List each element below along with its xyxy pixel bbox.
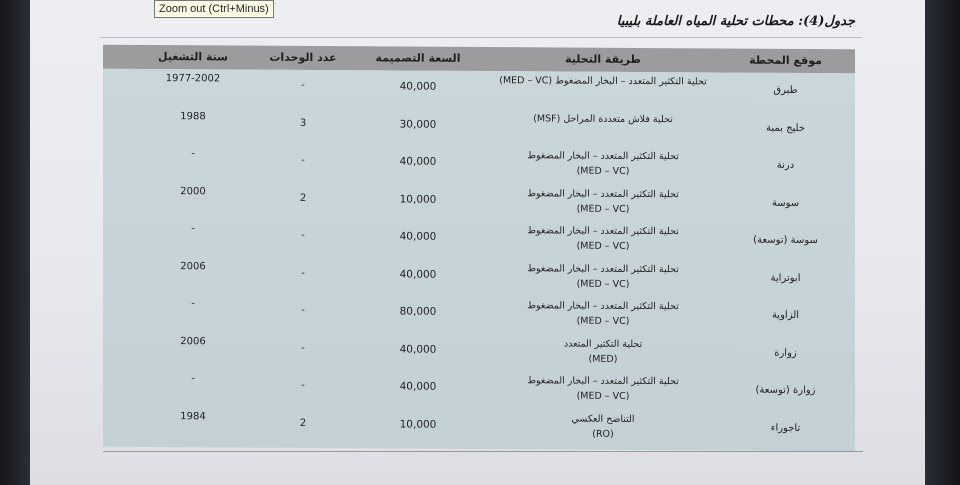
cell-year: 2006 bbox=[180, 335, 206, 347]
cell-method bbox=[483, 411, 723, 442]
desalination-stations-table bbox=[103, 45, 855, 452]
cell-method-line2: (MED – VC) bbox=[576, 315, 630, 327]
cell-location: زوارة bbox=[774, 347, 797, 359]
cell-location: تاجوراء bbox=[770, 422, 801, 434]
cell-method-line2: (MED – VC) bbox=[576, 203, 630, 215]
table-row bbox=[103, 331, 855, 373]
cell-method-line1: تحلية التكثير المتعدد – البخار المضغوط bbox=[527, 150, 679, 163]
cell-capacity: 40,000 bbox=[399, 268, 437, 281]
cell-method-line1: تحلية التكثير المتعدد – البخار المضغوط bbox=[527, 262, 679, 275]
cell-year: 1988 bbox=[180, 110, 206, 122]
cell-location: ابوتراية bbox=[770, 272, 801, 284]
cell-method-line1: التناضح العكسي bbox=[571, 413, 635, 425]
cell-year: - bbox=[191, 373, 195, 385]
cell-method-line1: تحلية التكثير المتعدد – البخار المضغوط bbox=[527, 375, 679, 388]
cell-method-line1: تحلية التكثير المتعدد – البخار المضغوط bbox=[527, 300, 679, 313]
cell-year: 1984 bbox=[180, 410, 206, 422]
table-body bbox=[103, 69, 855, 452]
cell-method-line1: تحلية التكثير المتعدد – البخار المضغوط bbox=[527, 187, 679, 200]
cell-method bbox=[483, 223, 723, 254]
cell-method-line2: (MED – VC) bbox=[576, 165, 630, 177]
cell-method bbox=[483, 186, 723, 217]
header-method: طريقة التحلية bbox=[565, 52, 641, 66]
cell-method-line2: (MED) bbox=[588, 353, 618, 365]
table-row bbox=[103, 369, 855, 411]
cell-year: - bbox=[191, 223, 195, 235]
cell-capacity: 30,000 bbox=[399, 118, 437, 131]
cell-method bbox=[483, 261, 723, 292]
cell-method bbox=[483, 373, 723, 404]
cell-method bbox=[483, 73, 723, 89]
zoom-out-tooltip: Zoom out (Ctrl+Minus) bbox=[154, 0, 274, 18]
cell-location: زوارة (توسعة) bbox=[755, 384, 816, 397]
cell-method bbox=[483, 336, 723, 367]
cell-units: - bbox=[301, 342, 305, 354]
cell-method-line1: تحلية التكثير المتعدد – البخار المضغوط (MED – VC) bbox=[499, 75, 707, 88]
cell-year: - bbox=[191, 148, 195, 160]
cell-method-line1: تحلية التكثير المتعدد – البخار المضغوط bbox=[527, 225, 679, 238]
cell-method bbox=[483, 111, 723, 127]
cell-location: سوسة bbox=[771, 197, 800, 209]
cell-units: - bbox=[301, 304, 305, 316]
cell-year: 2006 bbox=[180, 260, 206, 272]
cell-units: - bbox=[301, 229, 305, 241]
header-year: سنة التشغيل bbox=[158, 50, 228, 64]
cell-capacity: 10,000 bbox=[399, 418, 437, 431]
cell-location: طبرق bbox=[773, 84, 798, 96]
monitor-bezel-left bbox=[0, 0, 30, 485]
cell-method-line2: (RO) bbox=[592, 428, 614, 440]
table-row bbox=[103, 406, 855, 448]
cell-units: - bbox=[301, 379, 305, 391]
cell-method-line2: (MED – VC) bbox=[576, 278, 630, 290]
table-row bbox=[103, 106, 855, 148]
table-row bbox=[103, 256, 855, 298]
cell-units: 2 bbox=[299, 192, 307, 204]
table-row bbox=[103, 181, 855, 223]
table-row bbox=[103, 219, 855, 261]
cell-year: 1977-2002 bbox=[165, 73, 221, 85]
cell-year: - bbox=[191, 298, 195, 310]
cell-capacity: 40,000 bbox=[399, 230, 437, 243]
cell-year: 2000 bbox=[180, 185, 206, 197]
cell-method-line2: (MED – VC) bbox=[576, 390, 630, 402]
cell-location: درنة bbox=[776, 159, 795, 171]
cell-location: الزاوية bbox=[771, 309, 800, 321]
header-capacity: السعة التصميمة bbox=[375, 51, 461, 65]
monitor-bezel-right bbox=[925, 0, 960, 485]
cell-units: - bbox=[301, 79, 305, 91]
cell-location: سوسة (توسعة) bbox=[753, 234, 818, 247]
cell-capacity: 40,000 bbox=[399, 380, 437, 393]
cell-units: 3 bbox=[299, 117, 307, 129]
header-units: عدد الوحدات bbox=[269, 50, 337, 65]
header-location: موقع المحطة bbox=[749, 53, 822, 68]
cell-capacity: 80,000 bbox=[399, 305, 437, 318]
cell-method-line1: تحلية التكثير المتعدد bbox=[563, 338, 643, 350]
cell-method-line1: تحلية فلاش متعددة المراحل (MSF) bbox=[533, 112, 673, 125]
caption-divider bbox=[100, 37, 862, 38]
cell-capacity: 10,000 bbox=[399, 193, 437, 206]
table-bottom-border bbox=[103, 451, 863, 452]
table-row bbox=[103, 69, 855, 111]
cell-units: - bbox=[301, 154, 305, 166]
table-caption: جدول(4): محطات تحلية المياه العاملة بليبيا bbox=[616, 14, 855, 29]
cell-capacity: 40,000 bbox=[399, 343, 437, 356]
cell-capacity: 40,000 bbox=[399, 80, 437, 93]
cell-location: خليج بمبة bbox=[765, 122, 806, 134]
table-row bbox=[103, 144, 855, 186]
cell-method bbox=[483, 148, 723, 179]
cell-units: - bbox=[301, 267, 305, 279]
cell-capacity: 40,000 bbox=[399, 155, 437, 168]
cell-method bbox=[483, 298, 723, 329]
cell-units: 2 bbox=[299, 417, 307, 429]
cell-method-line2: (MED – VC) bbox=[576, 240, 630, 252]
table-row bbox=[103, 294, 855, 336]
